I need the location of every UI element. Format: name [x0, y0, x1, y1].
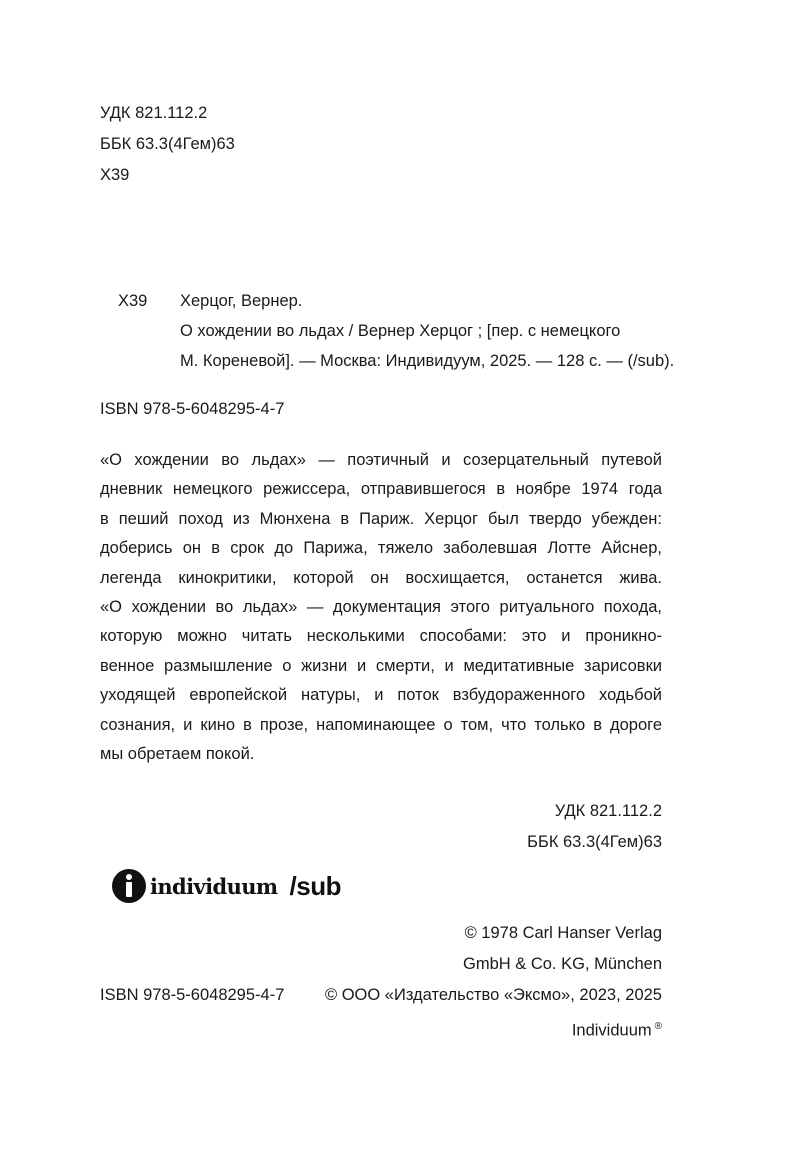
annotation-line: уходящей европейской натуры, и поток взбудораженного ходьбой [100, 686, 662, 705]
annotation-line: дневник немецкого режиссера, отправившегося в ноябре 1974 года [100, 480, 662, 499]
biblio-line: Херцог, Вернер. [180, 292, 303, 310]
copyright-line: © 1978 Carl Hanser Verlag [464, 924, 662, 942]
publisher-logo [112, 866, 341, 906]
annotation-line: легенда кинокритики, которой он восхищается, останется жива. [100, 568, 662, 587]
logo-series: /sub [289, 870, 341, 901]
annotation-line: доберись он в срок до Парижа, тяжело заболевшая Лотте Айснер, [100, 539, 662, 558]
individuum-i-logo-icon [112, 869, 146, 903]
annotation-line: сознания, и кино в прозе, напоминающее о том, что только в дороге [100, 715, 662, 734]
bbk-code: ББК 63.3(4Гем)63 [527, 833, 662, 851]
annotation [100, 446, 662, 769]
isbn: ISBN 978-5-6048295-4-7 [100, 400, 285, 418]
logo-wordmark: individuum [150, 873, 278, 899]
biblio-line: М. Кореневой]. — Москва: Индивидуум, 2025. — 128 с. — (/sub). [180, 352, 675, 370]
annotation-line: «О хождении во льдах» — поэтичный и созерцательный путевой [100, 451, 662, 469]
udk-code: УДК 821.112.2 [554, 802, 662, 820]
author-mark: Х39 [100, 166, 130, 184]
udk-code: УДК 821.112.2 [100, 104, 208, 122]
isbn-bottom: ISBN 978-5-6048295-4-7 [100, 986, 285, 1004]
copyright-line: © ООО «Издательство «Эксмо», 2023, 2025 [324, 986, 662, 1004]
classification-codes [100, 98, 235, 191]
bbk-code: ББК 63.3(4Гем)63 [100, 135, 235, 153]
biblio-line: О хождении во льдах / Вернер Херцог ; [пер. с немецкого [180, 322, 621, 340]
classification-codes-right [527, 796, 662, 858]
publisher-name: Individuum [571, 1021, 652, 1040]
annotation-line: «О хождении во льдах» — документация этого ритуального похода, [100, 597, 662, 616]
copyright-block [325, 918, 662, 1042]
annotation-line: мы обретаем покой. [100, 744, 255, 763]
annotation-line: в пеший поход из Мюнхена в Париж. Херцог был твердо убежден: [100, 509, 662, 528]
bibliographic-record [180, 286, 674, 376]
copyright-publisher-line [325, 1011, 662, 1042]
registered-mark: ® [654, 1021, 662, 1032]
annotation-line: которую можно читать несколькими способами: это и проникно- [100, 627, 662, 646]
annotation-line: венное размышление о жизни и смерти, и медитативные зарисовки [100, 656, 662, 675]
copyright-line: GmbH & Co. KG, München [463, 955, 662, 973]
biblio-author-mark: Х39 [118, 292, 148, 310]
